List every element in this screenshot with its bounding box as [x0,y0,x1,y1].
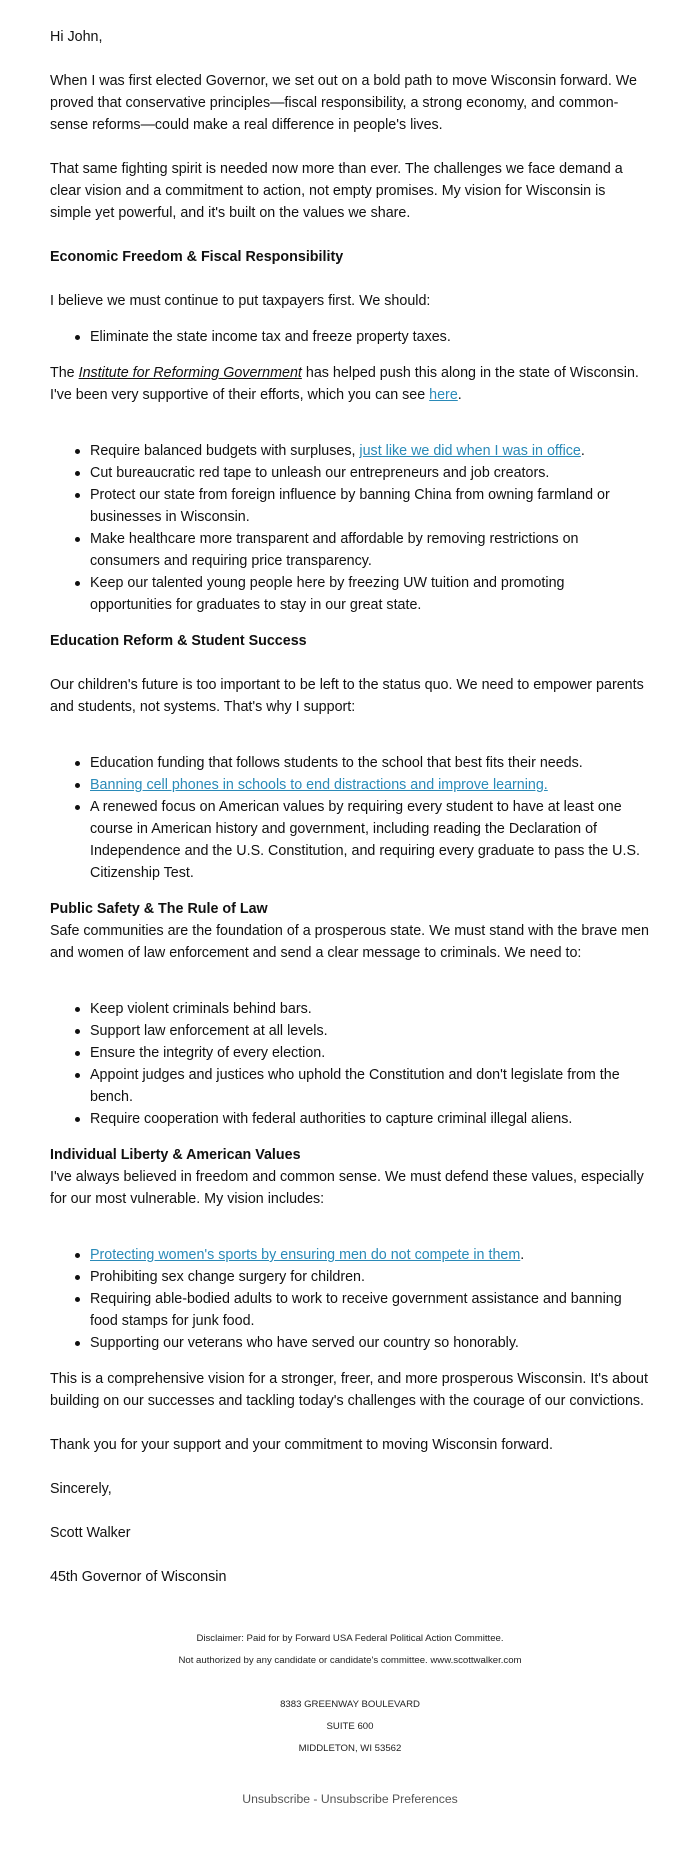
list-item: Cut bureaucratic red tape to unleash our entrepreneurs and job creators. [90,462,650,484]
intro-paragraph-2: That same fighting spirit is needed now more than ever. The challenges we face demand a clear vision and a commitment to action, not empty promises. My vision for Wisconsin is simple yet powerful, and it's built on the values we share. [50,161,623,221]
list-item: A renewed focus on American values by requiring every student to have at least one course in American history and government, including reading the Declaration of Independence and the U.S. Constitution, and requiring every graduate to pass the U.S. Citizenship Test. [90,796,650,884]
unsubscribe-link[interactable]: Unsubscribe [242,1792,311,1806]
intro-paragraph: When I was first elected Governor, we set out on a bold path to move Wisconsin forward. We proved that conservative principles—fiscal responsibility, a strong economy, and common-sense reforms—could make a real difference in people's lives. [50,73,637,133]
unsubscribe-bar: Unsubscribe - Unsubscribe Preferences [242,1792,458,1806]
list-item: Require cooperation with federal authorities to capture criminal illegal aliens. [90,1108,650,1130]
list-item: Supporting our veterans who have served our country so honorably. [90,1332,650,1354]
irg-paragraph: The Institute for Reforming Government has helped push this along in the state of Wisconsin. I've been very supportive of their efforts, which you can see here. [50,365,639,403]
safety-lead: Safe communities are the foundation of a prosperous state. We must stand with the brave men and women of law enforcement and send a clear message to criminals. We need to: [50,923,649,961]
list-item: Keep our talented young people here by freezing UW tuition and promoting opportunities for graduates to stay in our great state. [90,572,650,616]
unsubscribe-preferences-link[interactable]: Unsubscribe Preferences [320,1792,458,1806]
economic-lead: I believe we must continue to put taxpayers first. We should: [50,293,431,309]
address-line-2: SUITE 600 [326,1721,374,1732]
cell-phones-link[interactable]: Banning cell phones in schools to end distractions and improve learning. [90,777,548,793]
disclaimer-line-2: Not authorized by any candidate or candidate's committee. www.scottwalker.com [178,1655,522,1666]
list-item: Support law enforcement at all levels. [90,1020,650,1042]
signer-title: 45th Governor of Wisconsin [50,1569,227,1585]
list-item [90,774,650,796]
section-heading-safety: Public Safety & The Rule of Law [50,901,268,917]
education-lead: Our children's future is too important to be left to the status quo. We need to empower parents and students, not systems. That's why I support: [50,677,644,715]
signoff: Sincerely, [50,1481,112,1497]
list-item: Make healthcare more transparent and affordable by removing restrictions on consumers and requiring price transparency. [90,528,650,572]
closing-paragraph: This is a comprehensive vision for a stronger, freer, and more prosperous Wisconsin. It's about building on our successes and tackling today's challenges with the courage of our convictions. [50,1371,648,1409]
signer-name: Scott Walker [50,1525,131,1541]
section-heading-economic: Economic Freedom & Fiscal Responsibility [50,249,344,265]
womens-sports-link[interactable]: Protecting women's sports by ensuring men do not compete in them [90,1247,521,1263]
list-item: Education funding that follows students to the school that best fits their needs. [90,752,650,774]
list-item: Prohibiting sex change surgery for children. [90,1266,650,1288]
greeting: Hi John, [50,29,103,45]
list-item: Protecting women's sports by ensuring men do not compete in them. [90,1244,650,1266]
section-heading-liberty: Individual Liberty & American Values [50,1147,301,1163]
address-line-1: 8383 GREENWAY BOULEVARD [280,1699,420,1710]
thanks-paragraph: Thank you for your support and your commitment to moving Wisconsin forward. [50,1437,553,1453]
address-line-3: MIDDLETON, WI 53562 [298,1743,402,1754]
list-item: Protect our state from foreign influence by banning China from owning farmland or businesses in Wisconsin. [90,484,650,528]
list-item: Appoint judges and justices who uphold the Constitution and don't legislate from the bench. [90,1064,650,1108]
list-item: Keep violent criminals behind bars. [90,998,650,1020]
liberty-lead: I've always believed in freedom and common sense. We must defend these values, especially for our most vulnerable. My vision includes: [50,1169,644,1207]
list-item: Ensure the integrity of every election. [90,1042,650,1064]
disclaimer-line-1: Disclaimer: Paid for by Forward USA Federal Political Action Committee. [196,1633,504,1644]
balanced-budget-link[interactable]: just like we did when I was in office [359,443,581,459]
list-item: Eliminate the state income tax and freeze property taxes. [90,326,650,348]
here-link[interactable]: here [429,387,458,403]
irg-name: Institute for Reforming Government [78,365,302,381]
list-item: Requiring able-bodied adults to work to receive government assistance and banning food stamps for junk food. [90,1288,650,1332]
section-heading-education: Education Reform & Student Success [50,633,307,649]
list-item: Require balanced budgets with surpluses, just like we did when I was in office. [90,440,650,462]
